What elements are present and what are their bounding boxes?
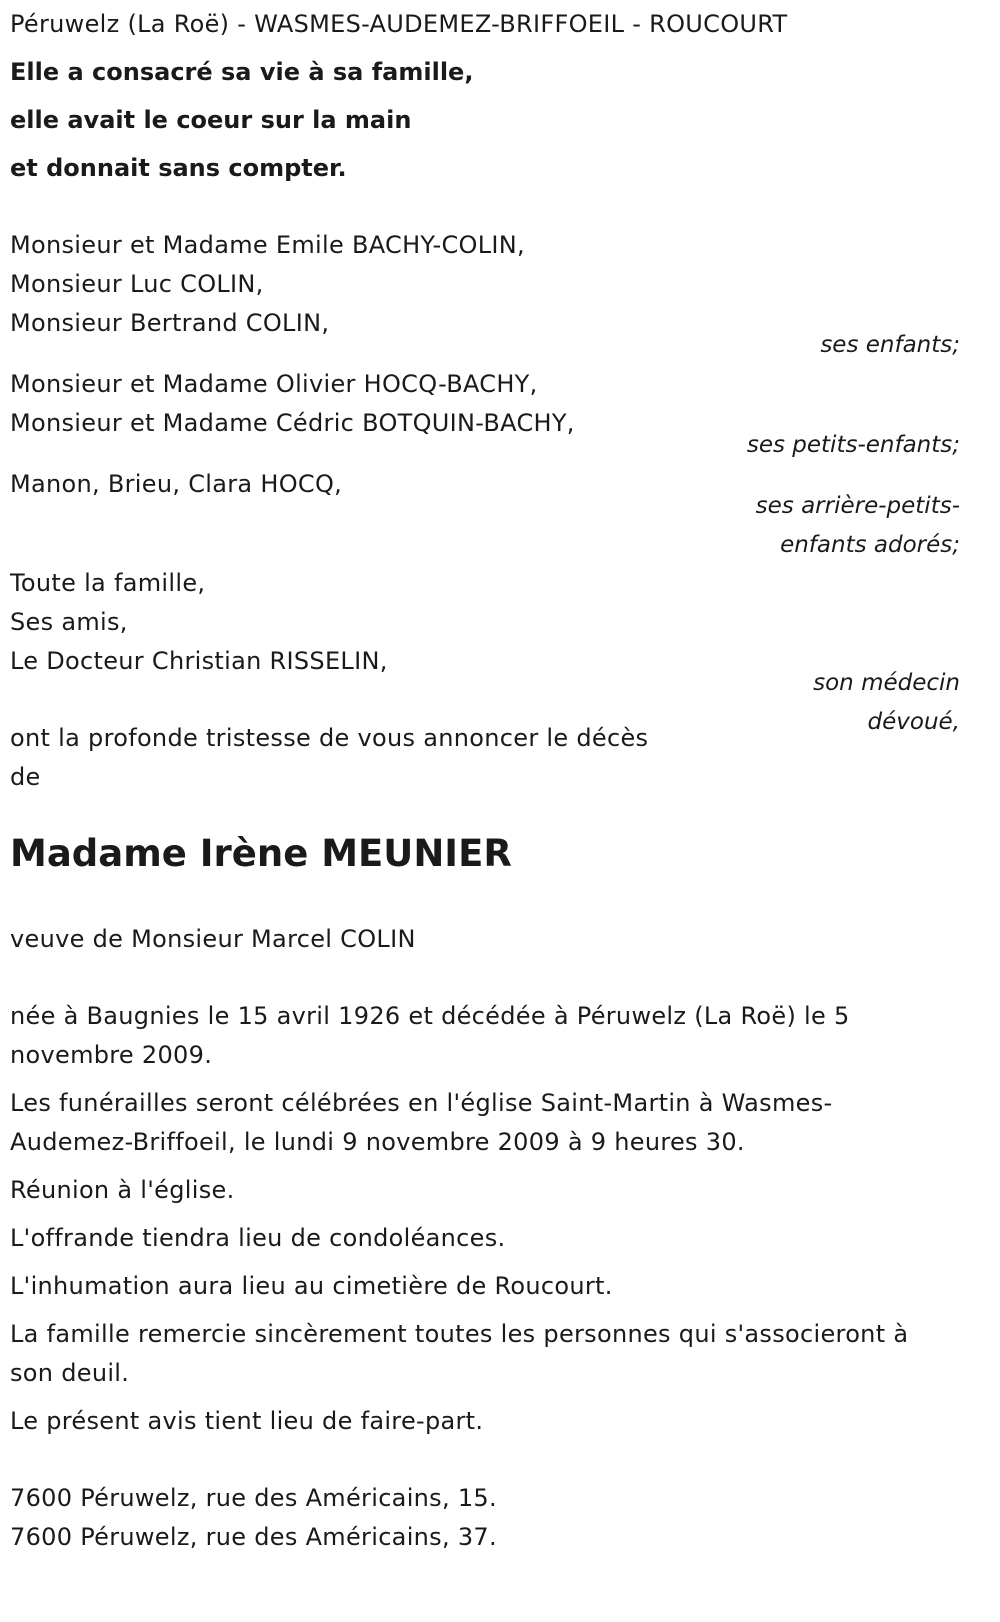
funeral-line: Audemez-Briffoeil, le lundi 9 novembre 2009 à 9 heures 30. bbox=[10, 1128, 745, 1156]
doctor-relation: son médecin bbox=[813, 670, 960, 696]
notice-line: Le présent avis tient lieu de faire-part. bbox=[10, 1407, 484, 1435]
great-grandchildren-relation: ses arrière-petits- bbox=[755, 493, 960, 519]
burial-line: L'inhumation aura lieu au cimetière de Roucourt. bbox=[10, 1272, 613, 1300]
great-grandchild-names: Manon, Brieu, Clara HOCQ, bbox=[10, 470, 343, 498]
meeting-line: Réunion à l'église. bbox=[10, 1176, 235, 1204]
child-name: Monsieur Bertrand COLIN, bbox=[10, 309, 330, 337]
epitaph-line: Elle a consacré sa vie à sa famille, bbox=[10, 58, 474, 86]
thanks-line: La famille remercie sincèrement toutes les personnes qui s'associeront à bbox=[10, 1320, 909, 1348]
child-name: Monsieur et Madame Emile BACHY-COLIN, bbox=[10, 231, 525, 259]
child-name: Monsieur Luc COLIN, bbox=[10, 270, 264, 298]
header-locations: Péruwelz (La Roë) - WASMES-AUDEMEZ-BRIFFOEIL - ROUCOURT bbox=[10, 10, 788, 38]
grandchild-name: Monsieur et Madame Olivier HOCQ-BACHY, bbox=[10, 370, 538, 398]
address-line: 7600 Péruwelz, rue des Américains, 15. bbox=[10, 1484, 497, 1512]
epitaph-line: elle avait le coeur sur la main bbox=[10, 106, 412, 134]
great-grandchildren-relation: enfants adorés; bbox=[780, 532, 960, 558]
other-mourner: Toute la famille, bbox=[10, 569, 206, 597]
address-line: 7600 Péruwelz, rue des Américains, 37. bbox=[10, 1523, 497, 1551]
children-relation: ses enfants; bbox=[820, 332, 960, 358]
birth-death-line: novembre 2009. bbox=[10, 1041, 213, 1069]
grandchild-name: Monsieur et Madame Cédric BOTQUIN-BACHY, bbox=[10, 409, 575, 437]
funeral-line: Les funérailles seront célébrées en l'église Saint-Martin à Wasmes- bbox=[10, 1089, 833, 1117]
announcement-line: ont la profonde tristesse de vous annoncer le décès bbox=[10, 724, 649, 752]
widow-of: veuve de Monsieur Marcel COLIN bbox=[10, 925, 416, 953]
announcement-line: de bbox=[10, 763, 41, 791]
offering-line: L'offrande tiendra lieu de condoléances. bbox=[10, 1224, 506, 1252]
thanks-line: son deuil. bbox=[10, 1359, 130, 1387]
deceased-name: Madame Irène MEUNIER bbox=[10, 832, 512, 875]
doctor-relation: dévoué, bbox=[867, 709, 960, 735]
epitaph-line: et donnait sans compter. bbox=[10, 154, 347, 182]
other-mourner: Le Docteur Christian RISSELIN, bbox=[10, 647, 388, 675]
grandchildren-relation: ses petits-enfants; bbox=[746, 432, 960, 458]
other-mourner: Ses amis, bbox=[10, 608, 128, 636]
birth-death-line: née à Baugnies le 15 avril 1926 et décédée à Péruwelz (La Roë) le 5 bbox=[10, 1002, 850, 1030]
